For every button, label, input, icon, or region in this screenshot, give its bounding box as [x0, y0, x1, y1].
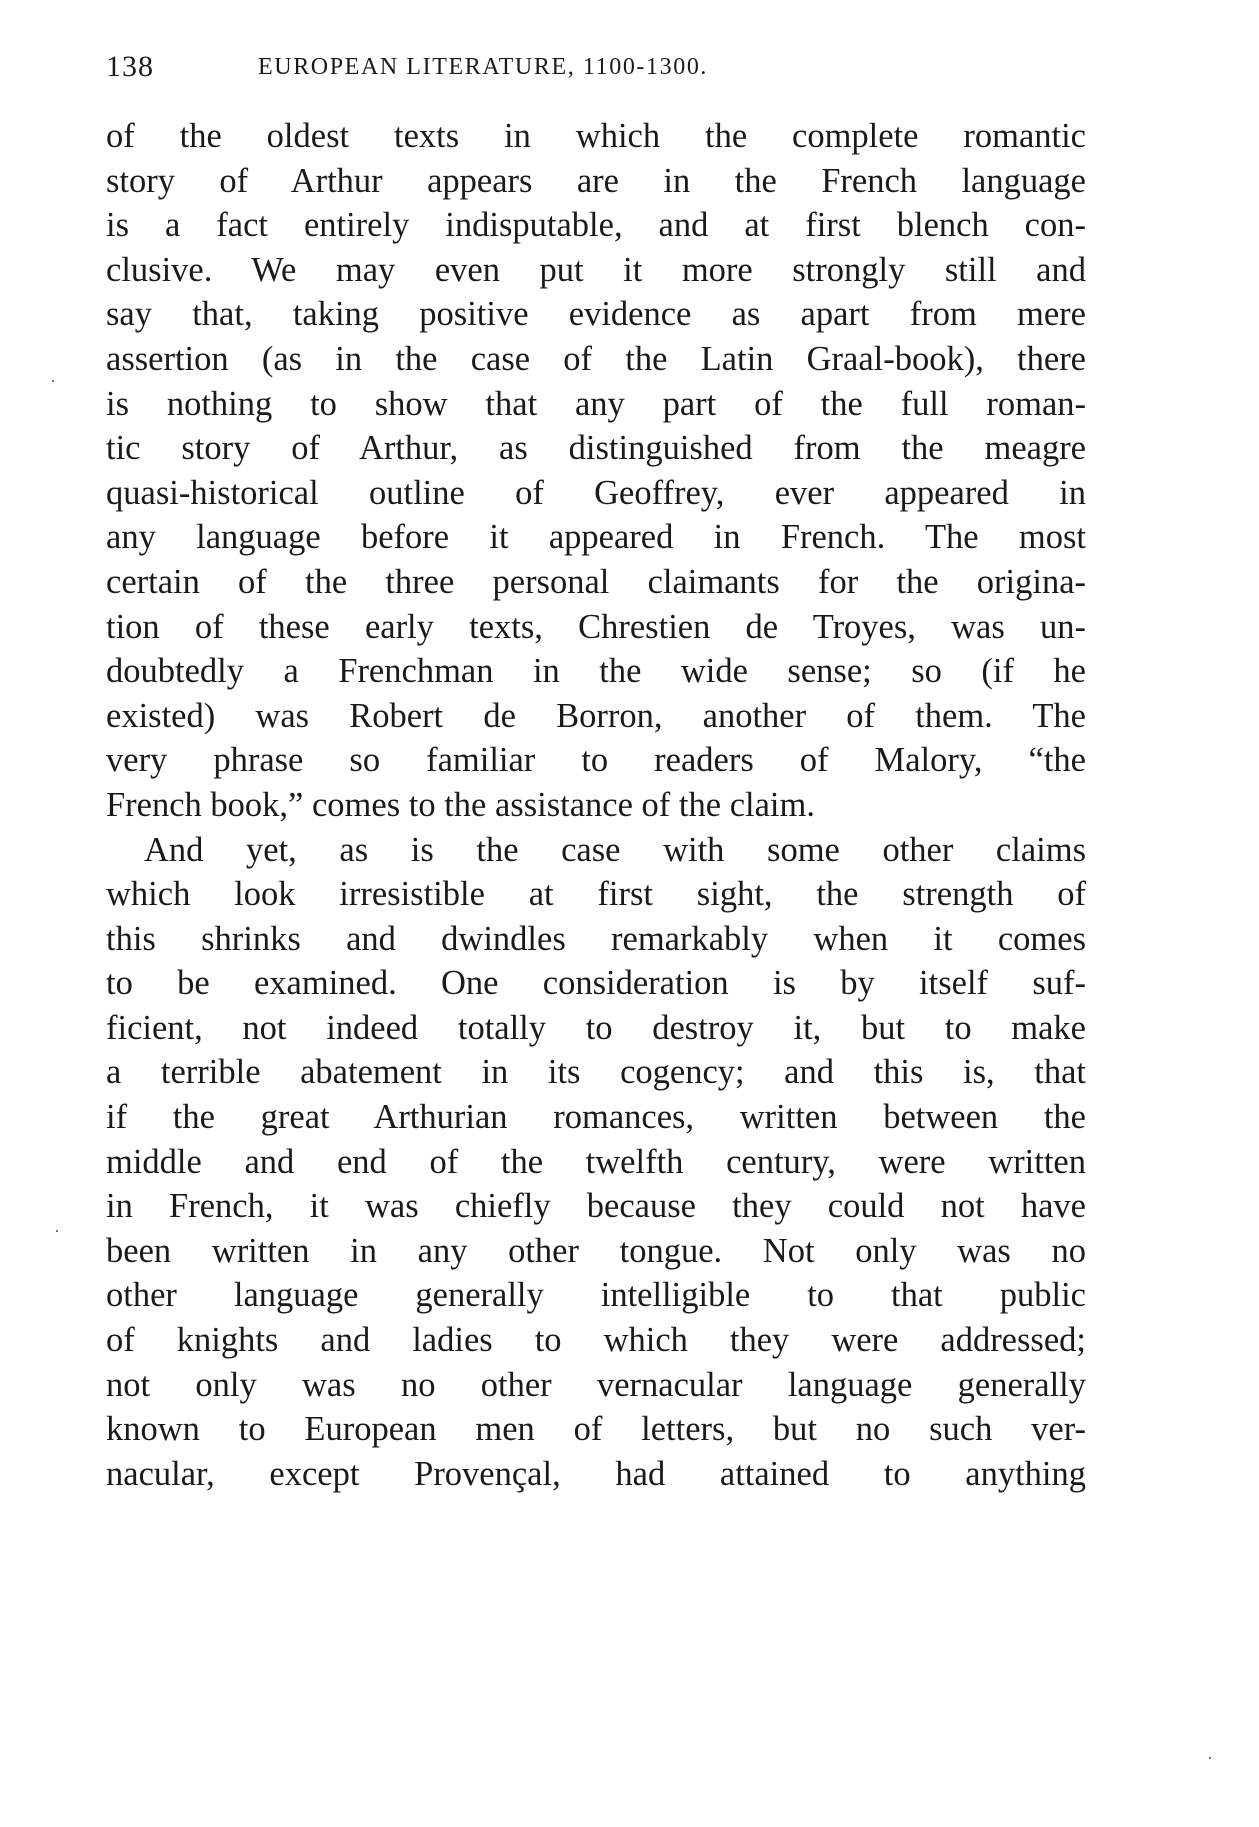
text-line: doubtedly a Frenchman in the wide sense; so (if he: [106, 652, 1086, 691]
text-line: this shrinks and dwindles remarkably when it comes: [106, 919, 1086, 958]
text-line: existed) was Robert de Borron, another of them. The: [106, 696, 1086, 735]
text-line: other language generally intelligible to that public: [106, 1276, 1086, 1315]
text-line: assertion (as in the case of the Latin Graal-book), there: [106, 339, 1086, 378]
page-number: 138: [106, 50, 154, 83]
text-line: And yet, as is the case with some other claims: [144, 830, 1086, 869]
text-line: tic story of Arthur, as distinguished from the meagre: [106, 429, 1086, 468]
text-line: any language before it appeared in French. The most: [106, 518, 1086, 557]
paragraph-1: [106, 114, 1086, 828]
text-line: very phrase so familiar to readers of Malory, “the: [106, 741, 1086, 780]
scan-speck: [56, 1230, 58, 1232]
text-line: nacular, except Provençal, had attained to anything: [106, 1454, 1086, 1493]
text-line: clusive. We may even put it more strongly still and: [106, 250, 1086, 289]
text-line: French book,” comes to the assistance of the claim.: [106, 785, 815, 824]
text-line: been written in any other tongue. Not only was no: [106, 1231, 1086, 1270]
text-line: say that, taking positive evidence as apart from mere: [106, 295, 1086, 334]
text-line: if the great Arthurian romances, written between the: [106, 1098, 1086, 1137]
text-line: middle and end of the twelfth century, were written: [106, 1142, 1086, 1181]
text-line: is a fact entirely indisputable, and at first blench con-: [106, 206, 1086, 245]
text-line: in French, it was chiefly because they could not have: [106, 1187, 1086, 1226]
text-line: known to European men of letters, but no such ver-: [106, 1410, 1086, 1449]
text-line: to be examined. One consideration is by itself suf-: [106, 964, 1086, 1003]
text-line: quasi-historical outline of Geoffrey, ever appeared in: [106, 473, 1086, 512]
text-line: of knights and ladies to which they were addressed;: [106, 1321, 1086, 1360]
body-text: [106, 114, 1086, 1496]
text-line: of the oldest texts in which the complete romantic: [106, 117, 1086, 155]
text-line: ficient, not indeed totally to destroy it, but to make: [106, 1008, 1086, 1047]
text-line: story of Arthur appears are in the French language: [106, 161, 1086, 200]
text-line: not only was no other vernacular language generally: [106, 1365, 1086, 1404]
running-title: EUROPEAN LITERATURE, 1100-1300.: [258, 54, 709, 80]
text-line: tion of these early texts, Chrestien de Troyes, was un-: [106, 607, 1086, 646]
scan-speck: [52, 380, 54, 382]
text-line: which look irresistible at first sight, the strength of: [106, 875, 1086, 914]
text-line: certain of the three personal claimants for the origina-: [106, 562, 1086, 601]
paragraph-2: [106, 828, 1086, 1497]
text-line: is nothing to show that any part of the full roman-: [106, 384, 1086, 423]
text-line: a terrible abatement in its cogency; and this is, that: [106, 1053, 1086, 1092]
page-header: [106, 50, 914, 90]
scan-speck: [1209, 1757, 1211, 1759]
